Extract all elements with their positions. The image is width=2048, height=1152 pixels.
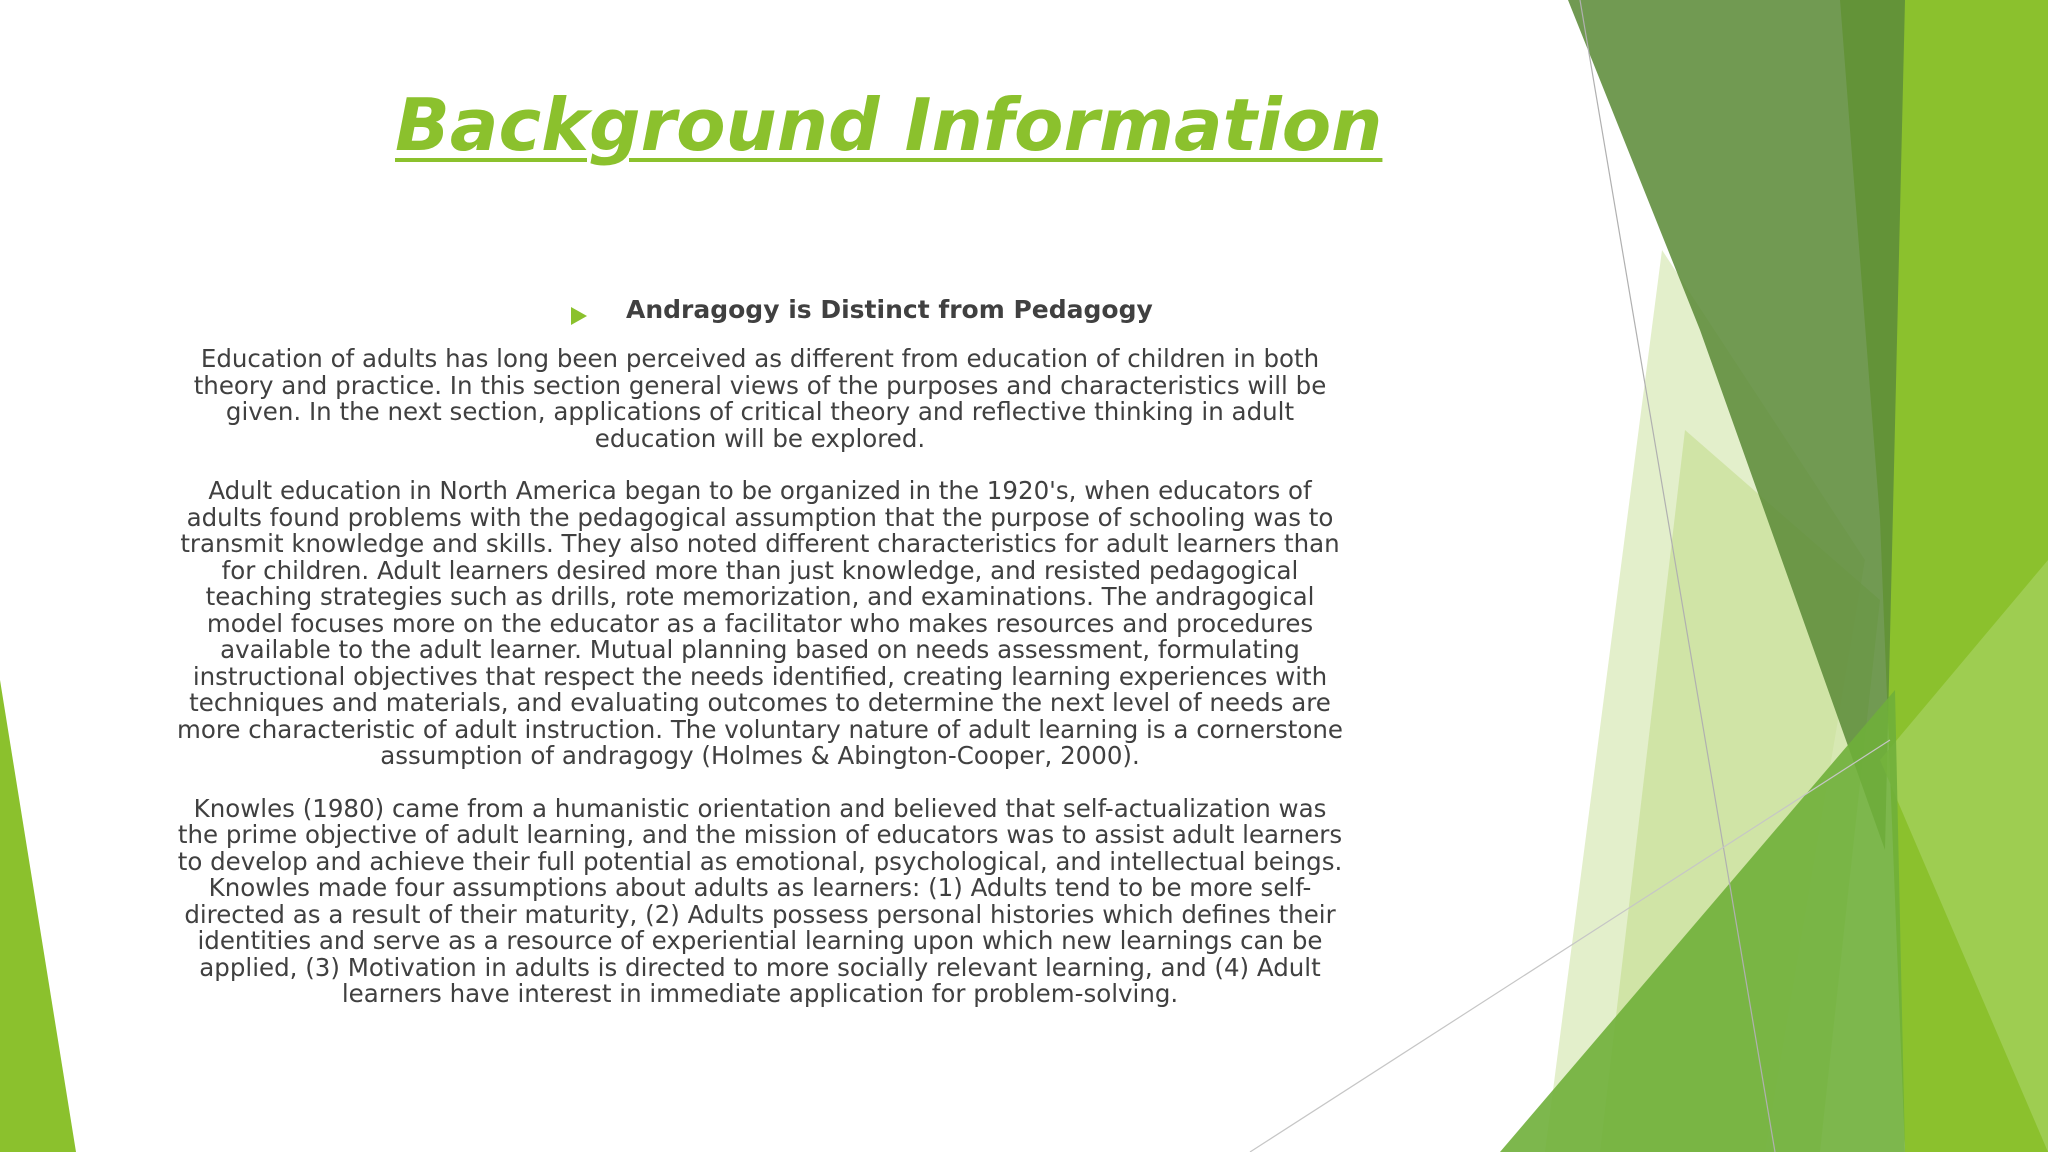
bullet-heading: Andragogy is Distinct from Pedagogy (626, 295, 1153, 324)
paragraph: Knowles (1980) came from a humanistic orientation and believed that self-actualization was the prime objective of adult learning, and the mission of educators was to assist adult learners to develop and achieve their full potential as emotional, psychological, and intellectual beings. Knowles made four assumptions about adults as learners: (1) Adults tend to be more self-directed as a result of their maturity, (2) Adults possess personal histories which defines their identities and serve as a resource of experiential learning upon which new learnings can be applied, (3) Motivation in adults is directed to more socially relevant learning, and (4) Adult learners have interest in immediate application for problem-solving. (177, 793, 1343, 1008)
triangle-bullet-icon (571, 307, 587, 325)
bullet-row (175, 296, 1345, 332)
paragraph: Education of adults has long been perceived as different from education of children in both theory and practice. In this section general views of the purposes and characteristics will be given. In the next section, applications of critical theory and reflective thinking in adult education will be explored. (193, 344, 1327, 453)
paragraph: Adult education in North America began to be organized in the 1920's, when educators of adults found problems with the pedagogical assumption that the purpose of schooling was to transmit knowledge and skills. They also noted different characteristics for adult learners than for children. Adult learners desired more than just knowledge, and resisted pedagogical teaching strategies such as drills, rote memorization, and examinations. The andragogical model focuses more on the educator as a facilitator who makes resources and procedures available to the adult learner. Mutual planning based on needs assessment, formulating instructional objectives that respect the needs identified, creating learning experiences with techniques and materials, and evaluating outcomes to determine the next level of needs are more characteristic of adult instruction. The voluntary nature of adult learning is a cornerstone assumption of andragogy (Holmes & Abington-Cooper, 2000). (177, 476, 1343, 770)
slide-content (175, 296, 1345, 1034)
left-edge-shape (0, 680, 76, 1152)
slide-title: Background Information (395, 83, 1383, 167)
